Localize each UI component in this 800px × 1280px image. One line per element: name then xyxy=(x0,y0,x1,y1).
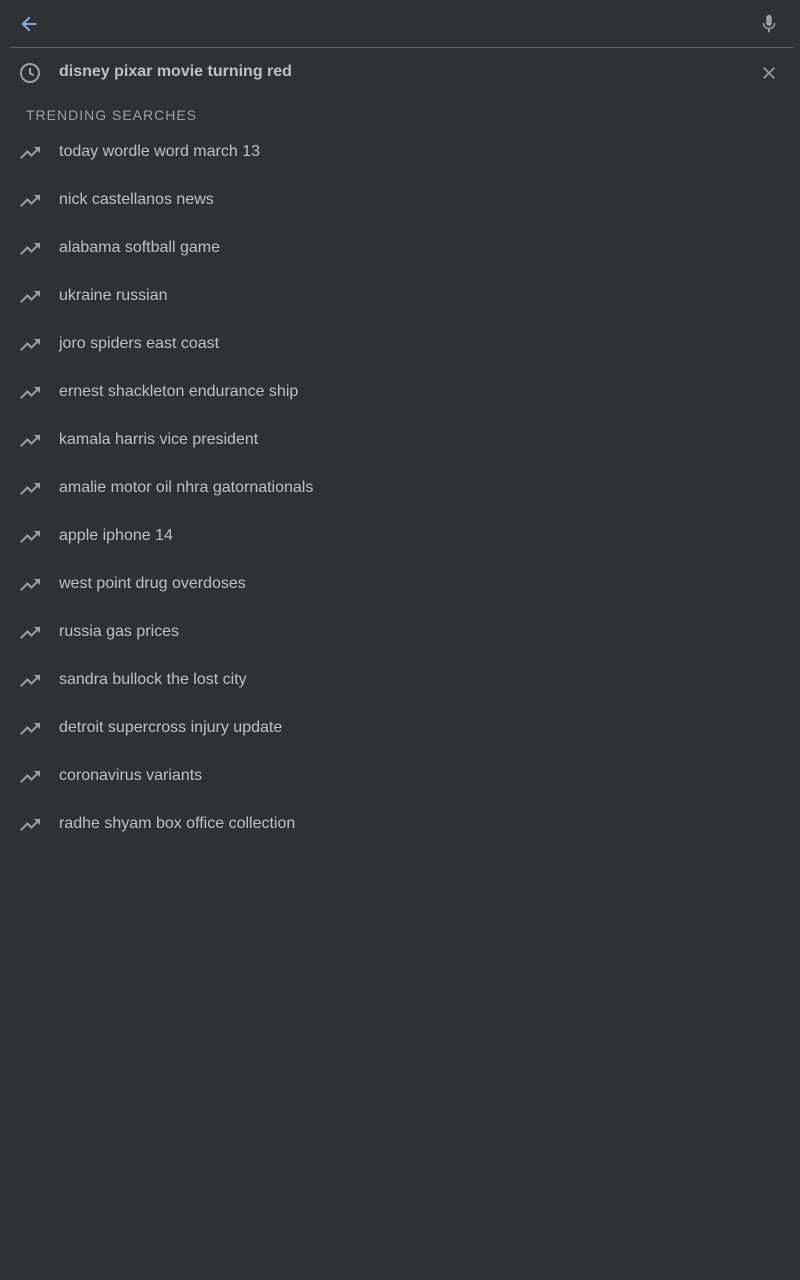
trending-item-label: amalie motor oil nhra gatornationals xyxy=(59,479,314,496)
trending-item[interactable] xyxy=(0,657,800,705)
trending-item[interactable] xyxy=(0,273,800,321)
trending-item[interactable] xyxy=(0,321,800,369)
trending-up-icon xyxy=(18,189,42,213)
trending-up-icon xyxy=(18,525,42,549)
trending-item[interactable] xyxy=(0,129,800,177)
voice-search-button[interactable] xyxy=(756,11,782,37)
trending-up-icon xyxy=(18,333,42,357)
trending-item[interactable] xyxy=(0,561,800,609)
trending-item-label: coronavirus variants xyxy=(59,767,203,784)
trending-up-icon xyxy=(18,285,42,309)
trending-list xyxy=(0,129,800,849)
trending-searches-heading: TRENDING SEARCHES xyxy=(26,107,198,123)
trending-item-label: today wordle word march 13 xyxy=(59,143,260,160)
trending-item-label: joro spiders east coast xyxy=(59,335,220,352)
trending-up-icon xyxy=(18,477,42,501)
trending-item-label: kamala harris vice president xyxy=(59,431,259,448)
trending-up-icon xyxy=(18,237,42,261)
clock-icon xyxy=(18,61,42,85)
trending-item-label: sandra bullock the lost city xyxy=(59,671,247,688)
trending-item-label: apple iphone 14 xyxy=(59,527,173,544)
trending-item[interactable] xyxy=(0,609,800,657)
trending-item[interactable] xyxy=(0,465,800,513)
trending-up-icon xyxy=(18,813,42,837)
trending-up-icon xyxy=(18,621,42,645)
search-bar xyxy=(10,0,794,48)
trending-item[interactable] xyxy=(0,513,800,561)
trending-item[interactable] xyxy=(0,177,800,225)
trending-item-label: nick castellanos news xyxy=(59,191,214,208)
history-query-text: disney pixar movie turning red xyxy=(59,63,292,80)
trending-up-icon xyxy=(18,573,42,597)
search-history-item[interactable] xyxy=(0,49,800,97)
trending-item-label: alabama softball game xyxy=(59,239,220,256)
trending-item-label: west point drug overdoses xyxy=(59,575,246,592)
trending-item-label: detroit supercross injury update xyxy=(59,719,283,736)
trending-item-label: ernest shackleton endurance ship xyxy=(59,383,299,400)
search-input[interactable] xyxy=(58,10,742,40)
microphone-icon xyxy=(758,13,780,35)
remove-history-button[interactable] xyxy=(757,61,781,85)
trending-item-label: russia gas prices xyxy=(59,623,180,640)
trending-item[interactable] xyxy=(0,369,800,417)
trending-up-icon xyxy=(18,765,42,789)
trending-item[interactable] xyxy=(0,705,800,753)
trending-item[interactable] xyxy=(0,225,800,273)
trending-item[interactable] xyxy=(0,417,800,465)
arrow-back-icon xyxy=(18,13,40,35)
trending-item-label: ukraine russian xyxy=(59,287,168,304)
trending-up-icon xyxy=(18,669,42,693)
trending-up-icon xyxy=(18,141,42,165)
trending-item-label: radhe shyam box office collection xyxy=(59,815,296,832)
close-icon xyxy=(759,63,779,83)
trending-up-icon xyxy=(18,381,42,405)
trending-up-icon xyxy=(18,429,42,453)
trending-item[interactable] xyxy=(0,801,800,849)
trending-up-icon xyxy=(18,717,42,741)
trending-item[interactable] xyxy=(0,753,800,801)
back-button[interactable] xyxy=(16,11,42,37)
